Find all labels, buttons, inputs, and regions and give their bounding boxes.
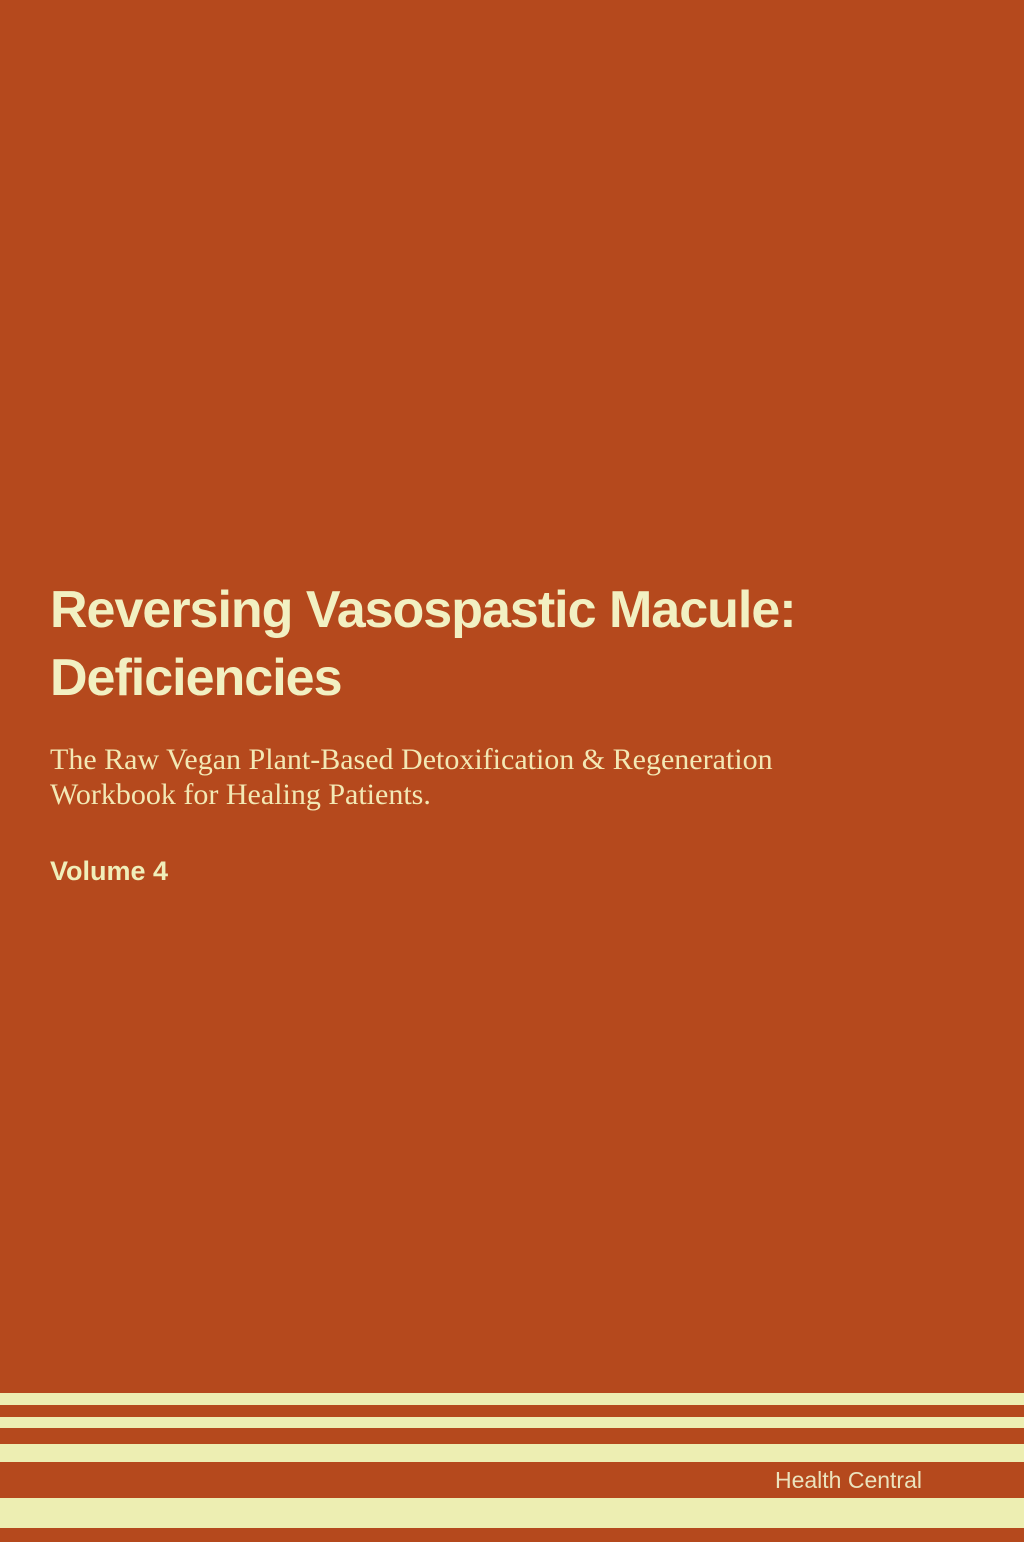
book-title-line2: Deficiencies (50, 649, 342, 707)
book-subtitle (50, 742, 960, 812)
decorative-stripe-thin-2 (0, 1417, 1024, 1428)
book-subtitle-line2: Workbook for Healing Patients. (50, 778, 431, 811)
book-title-line1: Reversing Vasospastic Macule: (50, 581, 796, 639)
publisher-band (0, 1462, 1024, 1498)
decorative-stripe-medium (0, 1444, 1024, 1462)
volume-label: Volume 4 (50, 856, 169, 886)
decorative-stripe-thick (0, 1498, 1024, 1528)
publisher-name: Health Central (774, 1466, 922, 1493)
book-subtitle-line1: The Raw Vegan Plant-Based Detoxification & Regeneration (50, 743, 773, 776)
book-title (50, 576, 960, 712)
decorative-stripe-thin-1 (0, 1393, 1024, 1405)
